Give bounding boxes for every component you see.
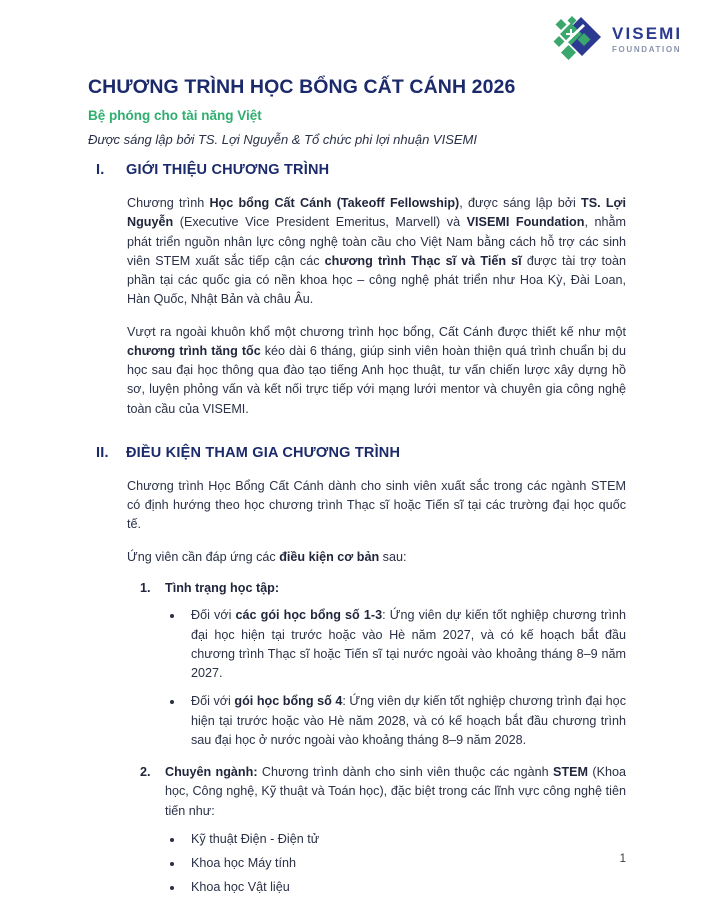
bullet-item-text [191,832,319,846]
text-run: kéo dài 6 tháng, giúp sinh viên hoàn thiện quá trình chuẩn bị du học sau đại học thông qua đào tạo tiếng Anh học thuật, tư vấn chiến lược xây dựng hồ sơ, luyện phỏng vấn và kết nối trực tiếp với mạng lưới mentor và chuyên gia công nghệ toàn cầu của VISEMI. [127,343,626,416]
list-item-number: 2. [140,765,151,780]
text-run: Chương trình Học Bổng Cất Cánh dành cho sinh viên xuất sắc trong các ngành STEM có định hướng theo học chương trình Thạc sĩ hoặc Tiến sĩ tại các trường đại học quốc tế. [127,478,626,532]
bullet-item [165,878,626,897]
text-run: Đối với [191,608,236,623]
page-tagline: Được sáng lập bởi TS. Lợi Nguyễn & Tổ chức phi lợi nhuận VISEMI [88,132,477,148]
section-ii [0,445,713,898]
text-run: Đối với [191,694,235,709]
text-run: : Ứng viên dự kiến tốt nghiệp chương trình đại học hiện tại trước hoặc vào Hè năm 2027, và có kế hoạch bắt đầu chương trình Thạc sĩ hoặc Tiến sĩ tại nước ngoài vào khoảng tháng 8–9 năm 2027. [191,608,626,681]
list-item [140,763,626,898]
text-run-bold: điều kiện cơ bản [279,549,380,564]
paragraph [127,194,626,310]
text-run: (Executive Vice President Emeritus, Marvell) và [173,215,467,230]
section-title: GIỚI THIỆU CHƯƠNG TRÌNH [126,162,330,178]
text-run-bold: VISEMI Foundation [466,215,585,230]
list-item-number: 1. [140,580,151,595]
bullet-dot-icon [170,838,174,842]
sub-bullet-list [165,606,626,750]
visemi-logo [551,14,682,64]
section-number: I. [96,162,105,178]
section-body [0,477,713,567]
text-run: Khoa học Máy tính [191,856,297,871]
list-item [140,579,626,750]
paragraph [127,477,626,535]
visemi-logo-wordmark [612,25,682,54]
list-item-text [165,765,626,818]
text-run: (Khoa học, Công nghệ, Kỹ thuật và Toán học), đặc biệt trong các lĩnh vực công nghệ tiên tiến như: [165,765,626,818]
section-body [0,194,713,419]
paragraph [127,548,626,567]
bullet-item-text [191,608,626,680]
section-heading [0,445,713,461]
text-run: Chương trình [127,196,210,210]
text-run: Vượt ra ngoài khuôn khổ một chương trình học bổng, Cất Cánh được thiết kế như một [127,324,626,339]
text-run: Kỹ thuật Điện - Điện tử [191,831,320,846]
text-run: , nhằm phát triển nguồn nhân lực công nghệ toàn cầu cho Việt Nam bằng cách hỗ trợ các sinh viên STEM xuất sắc tiếp cận các [127,215,626,268]
bullet-item [165,830,626,849]
visemi-logo-name: VISEMI [612,23,683,43]
text-run-bold: chương trình tăng tốc [127,343,261,358]
text-run-bold: STEM [553,765,589,780]
text-run-bold: TS. Lợi Nguyễn [127,196,626,230]
text-run-bold: chương trình Thạc sĩ và Tiến sĩ [324,253,522,268]
page-title: CHƯƠNG TRÌNH HỌC BỔNG CẤT CÁNH 2026 [88,76,516,98]
text-run-bold: các gói học bổng số 1-3 [235,608,383,623]
section-heading [0,162,713,178]
title-block [88,76,648,148]
page-subtitle: Bệ phóng cho tài năng Việt [88,108,262,123]
section-i [0,162,713,419]
text-run: được tài trợ toàn phần tại các quốc gia có nền khoa học – công nghệ phát triển như Hoa Kỳ, Đài Loan, Hàn Quốc, Nhật Bản và châu Âu. [127,253,626,307]
bullet-item [165,692,626,750]
text-run: Chương trình dành cho sinh viên thuộc các ngành [257,765,554,780]
visemi-logo-subtitle: FOUNDATION [612,44,682,54]
bullet-dot-icon [170,614,174,618]
text-run-bold: Tình trạng học tập: [165,580,280,595]
section-number: II. [96,444,109,461]
bullet-item [165,606,626,683]
text-run: : Ứng viên dự kiến tốt nghiệp chương trình đại học hiện tại trước hoặc vào Hè năm 2028, và có kế hoạch bắt đầu chương trình sau đại học ở nước ngoài vào khoảng tháng 8–9 năm 2028. [191,694,626,747]
text-run-bold: Học bổng Cất Cánh (Takeoff Fellowship) [209,196,460,210]
page-number: 1 [619,853,626,865]
text-run: Ứng viên cần đáp ứng các [127,549,280,564]
visemi-logo-mark [551,14,603,64]
text-run-bold: gói học bổng số 4 [234,694,343,709]
bullet-item-text [191,880,290,894]
paragraph [127,323,626,419]
text-run-bold: Chuyên ngành: [165,765,258,780]
document-content [0,162,713,898]
bullet-item-text [191,694,626,747]
bullet-dot-icon [170,700,174,704]
text-run: Khoa học Vật liệu [191,880,290,895]
section-title: ĐIỀU KIỆN THAM GIA CHƯƠNG TRÌNH [126,444,401,461]
text-run: sau: [379,549,407,564]
bullet-dot-icon [170,886,174,890]
list-item-text [165,581,279,595]
requirements-list [0,579,713,898]
text-run: , được sáng lập bởi [459,196,582,210]
